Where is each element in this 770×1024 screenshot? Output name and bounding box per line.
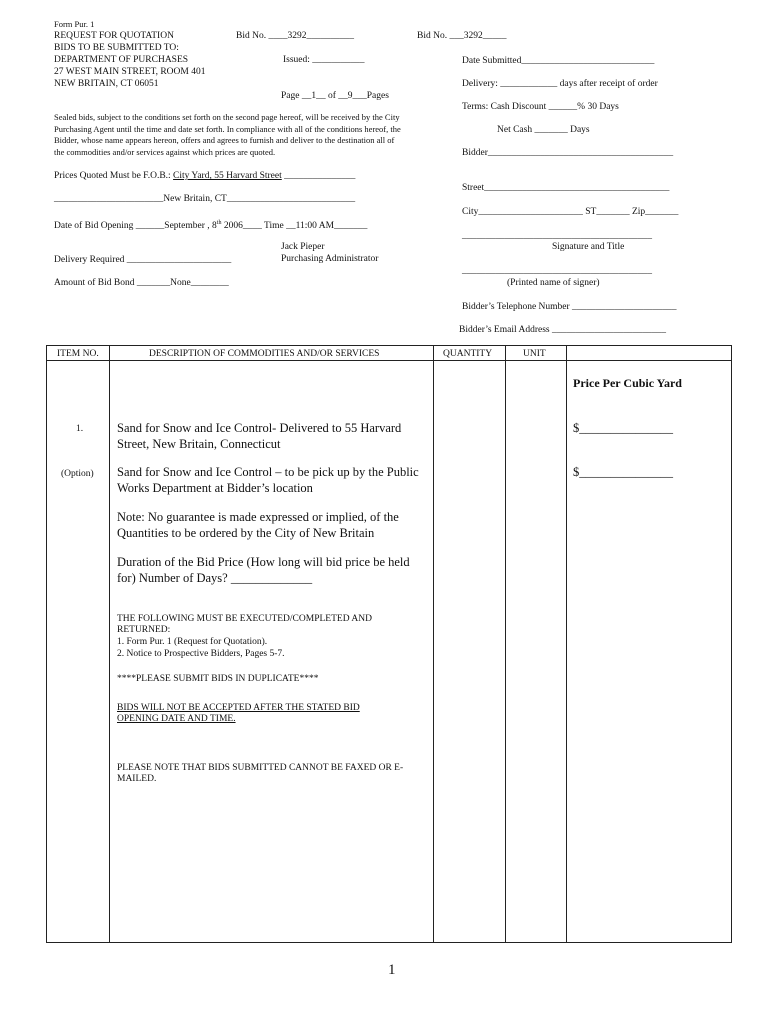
agent-name: Jack Pieper — [281, 242, 325, 252]
row-1-description: Sand for Snow and Ice Control- Delivered to 55 Harvard Street, New Britain, Connecticut — [117, 421, 402, 451]
city-state-zip-field[interactable]: City______________________ ST_______ Zip_______ — [462, 207, 679, 217]
header-line-3: DEPARTMENT OF PURCHASES — [54, 55, 189, 65]
table-bottom-border — [46, 942, 732, 943]
table-header-border — [46, 360, 732, 361]
issued-field[interactable]: Issued: ___________ — [283, 55, 365, 65]
table-divider-4 — [566, 345, 567, 943]
row-1-item-no: 1. — [76, 424, 84, 434]
date-suffix: th — [216, 220, 222, 226]
row-2-price-field[interactable]: $_______________ — [573, 465, 673, 479]
late-bids-notice: BIDS WILL NOT BE ACCEPTED AFTER THE STATED BID OPENING DATE AND TIME. — [117, 703, 360, 724]
printed-name-line[interactable]: ________________________________________ — [462, 266, 652, 276]
fob-label: Prices Quoted Must be F.O.B.: — [54, 171, 174, 181]
page-number: 1 — [388, 962, 396, 978]
fob-value[interactable]: City Yard, 55 Harvard Street — [173, 171, 282, 181]
page-count: Page __1__ of __9___Pages — [281, 91, 389, 101]
signature-label: Signature and Title — [552, 242, 625, 252]
header-line-5: NEW BRITAIN, CT 06051 — [54, 79, 159, 89]
form-number: Form Pur. 1 — [54, 19, 95, 29]
header-line-1: REQUEST FOR QUOTATION — [54, 31, 174, 41]
printed-name-label: (Printed name of signer) — [507, 278, 600, 288]
table-left-border — [46, 345, 47, 943]
executed-item-1: 1. Form Pur. 1 (Request for Quotation). — [117, 637, 268, 647]
delivery-days-field[interactable]: Delivery: ____________ days after receipt of order — [462, 79, 658, 89]
terms-field[interactable]: Terms: Cash Discount ______% 30 Days — [462, 102, 619, 112]
bid-bond-field[interactable]: Amount of Bid Bond _______None________ — [54, 278, 229, 288]
header-line-4: 27 WEST MAIN STREET, ROOM 401 — [54, 67, 206, 77]
table-divider-3 — [505, 345, 506, 943]
col-header-unit: UNIT — [523, 349, 546, 359]
bid-opening-field[interactable] — [54, 217, 367, 232]
agent-title: Purchasing Administrator — [281, 254, 379, 264]
executed-item-2: 2. Notice to Prospective Bidders, Pages 5-7. — [117, 649, 285, 659]
fob-blank: _______________ — [281, 171, 356, 181]
row-2-item-no: (Option) — [61, 469, 94, 479]
col-header-description: DESCRIPTION OF COMMODITIES AND/OR SERVICES — [149, 349, 380, 359]
duration-field[interactable]: Duration of the Bid Price (How long will bid price be held for) Number of Days? _____________ — [117, 555, 410, 585]
signature-line[interactable]: ________________________________________ — [462, 231, 652, 241]
bid-number-right: Bid No. ___3292_____ — [417, 31, 507, 41]
intro-paragraph: Sealed bids, subject to the conditions set forth on the second page hereof, will be received by the City Purchasing Agent until the time and date set forth. In compliance with all of the conditions hereof, the Bidder, whose name appears hereon, offers and agrees to furnish and deliver to the destination all of the commodities and/or services against which prices are quoted. — [54, 112, 401, 157]
table-divider-1 — [109, 345, 110, 943]
bid-opening-time: 2006____ Time __11:00 AM_______ — [221, 221, 368, 232]
executed-title: THE FOLLOWING MUST BE EXECUTED/COMPLETED AND RETURNED: — [117, 614, 372, 635]
header-line-2: BIDS TO BE SUBMITTED TO: — [54, 43, 179, 53]
col-header-quantity: QUANTITY — [443, 349, 493, 359]
duplicate-notice: ****PLEASE SUBMIT BIDS IN DUPLICATE**** — [117, 674, 319, 684]
row-1-price-field[interactable]: $_______________ — [573, 421, 673, 435]
table-divider-2 — [433, 345, 434, 943]
bidder-field[interactable]: Bidder_______________________________________ — [462, 148, 674, 158]
delivery-required-field[interactable]: Delivery Required ______________________ — [54, 255, 232, 265]
email-field[interactable]: Bidder’s Email Address ________________________ — [459, 325, 666, 335]
telephone-field[interactable]: Bidder’s Telephone Number ______________________ — [462, 302, 677, 312]
row-2-description: Sand for Snow and Ice Control – to be pick up by the Public Works Department at Bidder’s location — [117, 465, 419, 495]
price-header: Price Per Cubic Yard — [573, 376, 682, 390]
date-submitted-field[interactable]: Date Submitted____________________________ — [462, 56, 655, 66]
col-header-item-no: ITEM NO. — [57, 349, 99, 359]
quantity-note: Note: No guarantee is made expressed or implied, of the Quantities to be ordered by the City of New Britain — [117, 510, 399, 540]
net-cash-field[interactable]: Net Cash _______ Days — [497, 125, 590, 135]
bid-opening-date: Date of Bid Opening ______September , 8 — [54, 221, 217, 232]
street-field[interactable]: Street_______________________________________ — [462, 183, 670, 193]
bid-number-field[interactable]: Bid No. ____3292__________ — [236, 31, 354, 41]
table-top-border — [46, 345, 732, 346]
table-right-border — [731, 345, 732, 943]
fax-notice: PLEASE NOTE THAT BIDS SUBMITTED CANNOT BE FAXED OR E-MAILED. — [117, 763, 404, 784]
fob-line — [54, 170, 355, 182]
fob-line-2[interactable]: _______________________New Britain, CT___________________________ — [54, 194, 356, 204]
